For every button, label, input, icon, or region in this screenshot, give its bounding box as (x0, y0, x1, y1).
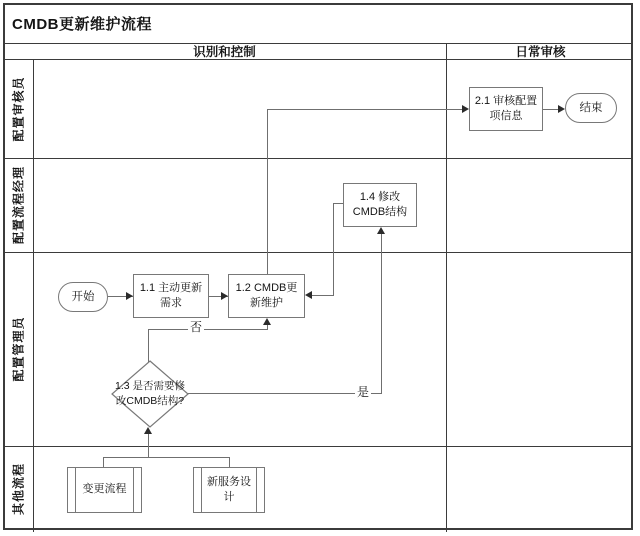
lane-label-config-auditor (3, 59, 33, 158)
node-1-4-process (343, 183, 417, 227)
diagram-frame (3, 3, 633, 530)
phase-column-divider (446, 43, 447, 532)
lane-divider-3 (3, 446, 633, 447)
lane-label-config-process-manager (3, 158, 33, 252)
node-change-process-predefined (67, 467, 142, 513)
edge-merge-to-decision (148, 434, 149, 458)
lane-label-text: 其他流程 (11, 462, 26, 516)
edge-1-2-to-2-1-horizontal (267, 109, 463, 110)
edge-label-yes: 是 (357, 385, 370, 399)
edge-1-4-to-1-2-vertical (333, 203, 334, 296)
arrowhead-icon (558, 105, 565, 113)
node-start-terminator (58, 282, 108, 312)
arrowhead-icon (377, 227, 385, 234)
edge-1-4-to-1-2-bottom (311, 295, 333, 296)
column-header-daily-audit: 日常审核 (515, 45, 566, 59)
node-label: 2.1 审核配置项信息 (474, 94, 538, 122)
node-2-1-process (469, 87, 543, 131)
lane-label-text: 配置流程经理 (11, 165, 26, 245)
node-end-terminator (565, 93, 617, 123)
node-1-2-process (228, 274, 305, 318)
edge-no-vertical-2 (267, 325, 268, 330)
arrowhead-icon (263, 318, 271, 325)
edge-merge-horizontal (103, 457, 230, 458)
predefined-bar-right (256, 468, 257, 512)
arrowhead-icon (305, 291, 312, 299)
lane-divider-2 (3, 252, 633, 253)
predefined-bar-right (133, 468, 134, 512)
arrowhead-icon (462, 105, 469, 113)
node-label: 1.2 CMDB更新维护 (235, 281, 298, 309)
arrowhead-icon (144, 427, 152, 434)
arrowhead-icon (221, 292, 228, 300)
edge-yes-horizontal (188, 393, 381, 394)
node-label: 变更流程 (82, 483, 127, 496)
predefined-bar-left (201, 468, 202, 512)
lane-label-text: 配置管理员 (11, 316, 26, 382)
node-label: 开始 (71, 290, 95, 303)
edge-2-1-to-end (543, 109, 559, 110)
lane-label-config-administrator (3, 252, 33, 446)
edge-1-2-to-2-1-vertical (267, 109, 268, 275)
lane-label-other-processes (3, 446, 33, 532)
node-1-1-process (133, 274, 209, 318)
lane-divider-1 (3, 158, 633, 159)
node-label: 1.3 是否需要修改CMDB结构? (115, 379, 186, 407)
node-label: 1.1 主动更新需求 (139, 281, 203, 309)
node-label: 新服务设计 (207, 475, 251, 503)
edge-no-horizontal (148, 329, 268, 330)
diagram-title: CMDB更新维护流程 (12, 16, 152, 33)
node-new-service-design-predefined (193, 467, 265, 513)
node-1-3-decision (111, 360, 189, 428)
predefined-bar-left (75, 468, 76, 512)
edge-no-vertical-1 (148, 329, 149, 362)
lane-label-column-divider (33, 59, 34, 532)
arrowhead-icon (126, 292, 133, 300)
lane-label-text: 配置审核员 (11, 75, 26, 142)
edge-yes-vertical (381, 234, 382, 394)
column-header-identify-control: 识别和控制 (193, 45, 256, 59)
node-label: 结束 (579, 101, 603, 114)
edge-label-no: 否 (190, 320, 203, 334)
node-label: 1.4 修改CMDB结构 (352, 190, 408, 218)
